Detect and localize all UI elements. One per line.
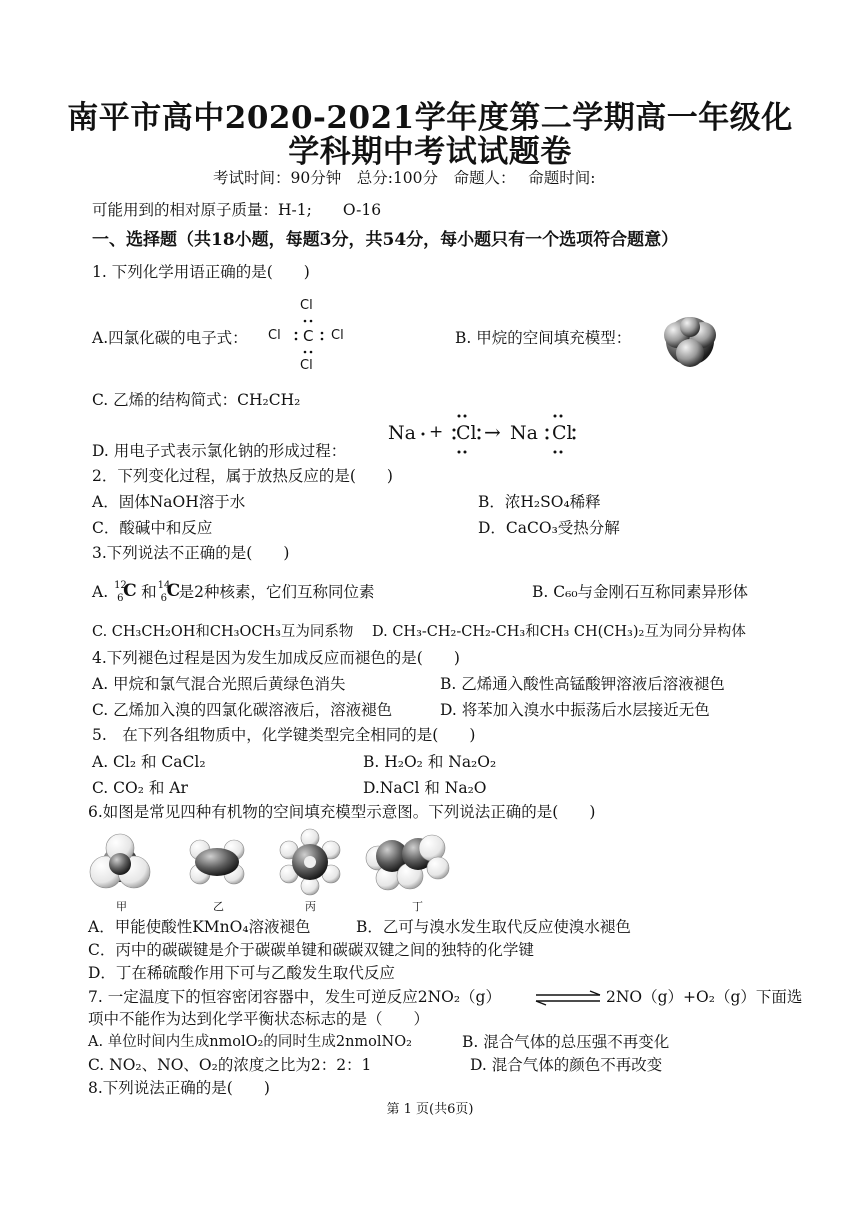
- q8-stem: 8.下列说法正确的是( ): [88, 1079, 270, 1097]
- q2-stem: 2．下列变化过程，属于放热反应的是( ): [92, 467, 393, 485]
- q6-option-a: A．甲能使酸性KMnO₄溶液褪色: [88, 918, 311, 936]
- na-atom: Na: [388, 422, 416, 444]
- nacl-formation-process: [388, 412, 588, 454]
- q3-stem: 3.下列说法不正确的是( ): [92, 544, 290, 562]
- page-title-line-1: 南平市高中2020-2021学年度第二学期高一年级化: [67, 100, 793, 136]
- q4-option-c: C. 乙烯加入溴的四氯化碳溶液后，溶液褪色: [92, 701, 393, 719]
- q5-option-b: B. H₂O₂ 和 Na₂O₂: [363, 753, 497, 771]
- isotope-c12: 12 6 C: [114, 580, 137, 604]
- q3-option-b: B. C₆₀与金刚石互称同素异形体: [532, 583, 749, 601]
- model-ethylene-icon: [190, 840, 244, 884]
- q1-option-a: A.四氯化碳的电子式：: [92, 329, 248, 347]
- model-benzene-icon: [280, 829, 340, 895]
- q2-option-d: D．CaCO₃受热分解: [478, 519, 620, 537]
- model-label-yi: 乙: [213, 900, 224, 913]
- cl-atom: Cl: [456, 422, 477, 444]
- model-label-bing: 丙: [305, 900, 316, 913]
- q4-stem: 4.下列褪色过程是因为发生加成反应而褪色的是( ): [92, 649, 460, 667]
- q1-stem: 1. 下列化学用语正确的是( ): [92, 263, 310, 281]
- q5-option-c: C. CO₂ 和 Ar: [92, 779, 188, 797]
- ccl4-cl-right: Cl: [331, 328, 344, 343]
- q3-and: 和: [141, 583, 157, 601]
- q3-a-text: 是2种核素，它们互称同位素: [178, 583, 375, 601]
- cl-ion: Cl: [552, 422, 573, 444]
- q3-option-a: [92, 582, 374, 602]
- reaction-arrow: →: [484, 420, 501, 444]
- methane-model-icon: [655, 313, 725, 373]
- q7-option-c: C. NO₂、NO、O₂的浓度之比为2：2：1: [88, 1056, 372, 1074]
- q4-option-b: B. 乙烯通入酸性高锰酸钾溶液后溶液褪色: [440, 675, 725, 693]
- q6-molecule-models: [88, 828, 468, 898]
- q7-stem-part-3: 项中不能作为达到化学平衡状态标志的是（ ）: [88, 1010, 430, 1028]
- q3-option-d: D. CH₃-CH₂-CH₂-CH₃和CH₃ CH(CH₃)₂互为同分异构体: [372, 624, 746, 640]
- q2-option-a: A．固体NaOH溶于水: [92, 493, 246, 511]
- q4-option-d: D. 将苯加入溴水中振荡后水层接近无色: [440, 701, 710, 719]
- ccl4-cl-top: Cl: [300, 298, 313, 313]
- q6-option-c: C．丙中的碳碳键是介于碳碳单键和碳碳双键之间的独特的化学键: [88, 941, 534, 959]
- q2-option-c: C．酸碱中和反应: [92, 519, 213, 537]
- ccl4-electron-formula: [265, 298, 355, 376]
- q2-option-b: B．浓H₂SO₄稀释: [478, 493, 601, 511]
- ccl4-c: C: [303, 327, 314, 345]
- model-label-jia: 甲: [116, 900, 127, 913]
- q7-option-b: B. 混合气体的总压强不再变化: [462, 1033, 670, 1051]
- q7-stem-part-1: 7. 一定温度下的恒容密闭容器中，发生可逆反应2NO₂（g）: [88, 988, 501, 1006]
- section-heading: 一、选择题（共18小题，每题3分，共54分，每小题只有一个选项符合题意）: [92, 230, 679, 250]
- nacl-dots: [388, 412, 588, 454]
- q5-option-d: D.NaCl 和 Na₂O: [363, 779, 487, 797]
- q5-option-a: A. Cl₂ 和 CaCl₂: [92, 753, 206, 771]
- ccl4-cl-bottom: Cl: [300, 358, 313, 373]
- q3-option-c: C. CH₃CH₂OH和CH₃OCH₃互为同系物: [92, 624, 354, 640]
- model-label-ding: 丁: [412, 900, 423, 913]
- na-ion: Na: [510, 422, 538, 444]
- q7-option-d: D. 混合气体的颜色不再改变: [470, 1056, 663, 1074]
- q7-option-a: A. 单位时间内生成nmolO₂的同时生成2nmolNO₂: [88, 1034, 412, 1050]
- q6-option-d: D．丁在稀硫酸作用下可与乙酸发生取代反应: [88, 964, 395, 982]
- atomic-mass-note: 可能用到的相对原子质量：H-1; O-16: [92, 201, 382, 219]
- isotope-c14: 14 6 C: [157, 580, 181, 604]
- page-title-line-2: 学科期中考试试题卷: [288, 134, 572, 170]
- q7-stem-part-2: 2NO（g）+O₂（g）下面选: [606, 988, 803, 1006]
- ccl4-cl-left: Cl: [268, 328, 281, 343]
- exam-info: 考试时间：90分钟 总分:100分 命题人： 命题时间:: [213, 169, 596, 187]
- model-methane-icon: [90, 834, 150, 888]
- ccl4-dots: [265, 298, 355, 376]
- q3-a-prefix: A.: [92, 583, 114, 601]
- q1-option-d: D. 用电子式表示氯化钠的形成过程：: [92, 442, 347, 460]
- equilibrium-arrow-icon: [534, 990, 604, 1006]
- q6-stem: 6.如图是常见四种有机物的空间填充模型示意图。下列说法正确的是( ): [88, 803, 596, 821]
- q4-option-a: A. 甲烷和氯气混合光照后黄绿色消失: [92, 675, 346, 693]
- model-ethanol-icon: [366, 835, 449, 890]
- q1-option-c: C. 乙烯的结构简式：CH₂CH₂: [92, 391, 301, 409]
- q5-stem: 5. 在下列各组物质中，化学键类型完全相同的是( ): [92, 726, 476, 744]
- q1-option-b: B. 甲烷的空间填充模型：: [455, 329, 632, 347]
- q6-option-b: B．乙可与溴水发生取代反应使溴水褪色: [356, 918, 631, 936]
- page-footer: 第 1 页(共6页): [386, 1102, 474, 1117]
- plus-sign: +: [429, 422, 444, 442]
